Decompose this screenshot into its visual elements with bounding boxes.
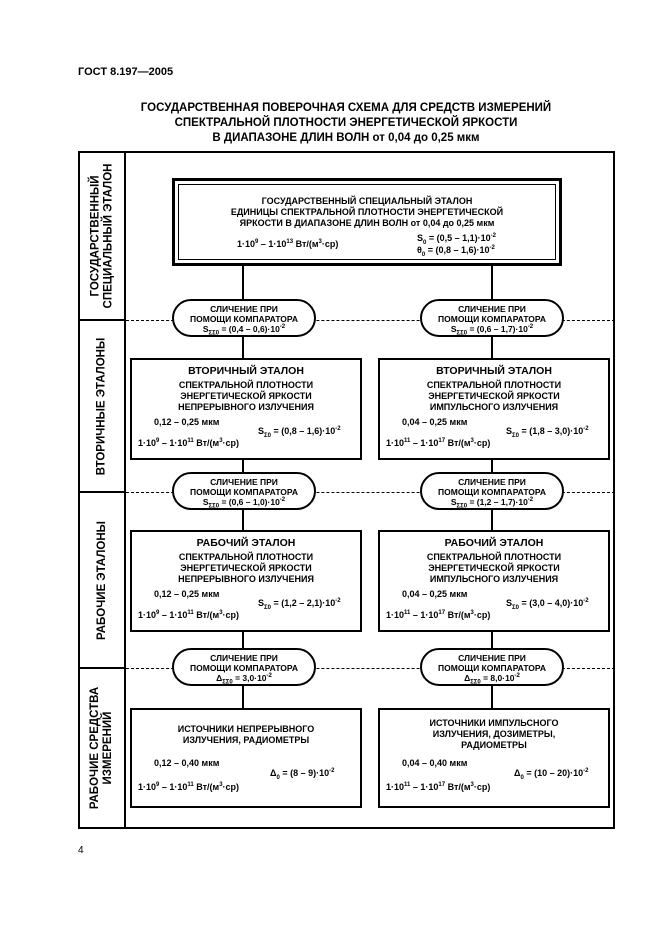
- connector-line: [491, 685, 493, 710]
- title-line-3: В ДИАПАЗОНЕ ДЛИН ВОЛН от 0,04 до 0,25 мкм: [212, 132, 480, 144]
- box-line: СПЕКТРАЛЬНОЙ ПЛОТНОСТИ: [178, 380, 314, 390]
- box-line: ИЗЛУЧЕНИЯ, ДОЗИМЕТРЫ,: [432, 729, 556, 739]
- box-line: СПЕКТРАЛЬНОЙ ПЛОТНОСТИ: [426, 380, 562, 390]
- standard-line-3: ЯРКОСТИ В ДИАПАЗОНЕ ДЛИН ВОЛН от 0,04 до 0,25 мкм: [239, 218, 495, 228]
- box-range: $1\cdot 10^{11} - 1\cdot 10^{17}$ $Вт/(м^3\cdot ср)$: [386, 438, 491, 448]
- box-line: ИСТОЧНИКИ НЕПРЕРЫВНОГО: [177, 724, 315, 734]
- box-line: ИМПУЛЬСНОГО ИЗЛУЧЕНИЯ: [429, 574, 559, 584]
- box-range: $1\cdot 10^9 - 1\cdot 10^{11}$ $Вт/(м^3\cdot ср)$: [138, 438, 240, 448]
- box-wavelength: 0,12 – 0,40 мкм: [154, 758, 220, 768]
- secondary-standard-continuous-box: [130, 358, 362, 460]
- box-range: $1\cdot 10^9 - 1\cdot 10^{11}$ $Вт/(м^3\cdot ср)$: [138, 610, 240, 620]
- instruments-continuous-box: [130, 708, 362, 808]
- box-line: ИЗЛУЧЕНИЯ, РАДИОМЕТРЫ: [182, 735, 310, 745]
- secondary-standard-pulsed-box: [378, 358, 610, 460]
- comparator-pill: СЛИЧЕНИЕ ПРИ ПОМОЩИ КОМПАРАТОРА $\Delta_{\Sigma\Sigma 0} = 8,0\cdot 10^{-2}$: [420, 648, 564, 686]
- connector-line: [491, 263, 493, 303]
- box-wavelength: 0,04 – 0,40 мкм: [402, 758, 468, 768]
- box-wavelength: 0,04 – 0,25 мкм: [402, 417, 468, 427]
- connector-line: [242, 263, 244, 303]
- document-header: ГОСТ 8.197—2005: [78, 66, 174, 78]
- box-line: РАДИОМЕТРЫ: [461, 740, 527, 750]
- standard-line-2: ЕДИНИЦЫ СПЕКТРАЛЬНОЙ ПЛОТНОСТИ ЭНЕРГЕТИЧЕСКОЙ: [230, 207, 504, 217]
- connector-line: [242, 685, 244, 710]
- working-standard-pulsed-box: [378, 530, 610, 632]
- comparator-pill: СЛИЧЕНИЕ ПРИ ПОМОЩИ КОМПАРАТОРА $S_{\Sigma\Sigma 0} = (0,4 - 0,6)\cdot 10^{-2}$: [172, 299, 316, 337]
- standard-theta-value: $\theta_0 = (0,8 - 1,6)\cdot 10^{-2}$: [417, 245, 495, 258]
- comparator-pill: СЛИЧЕНИЕ ПРИ ПОМОЩИ КОМПАРАТОРА $S_{\Sigma\Sigma 0} = (0,6 - 1,7)\cdot 10^{-2}$: [420, 299, 564, 337]
- box-line: ЭНЕРГЕТИЧЕСКОЙ ЯРКОСТИ: [180, 563, 312, 573]
- box-s-value: $S_{\Sigma 0} = (3,0 - 4,0)\cdot 10^{-2}$: [506, 598, 589, 611]
- band-label-state-standard: ГОСУДАРСТВЕННЫЙ СПЕЦИАЛЬНЫЙ ЭТАЛОН: [89, 163, 114, 309]
- box-s-value: $S_{\Sigma 0} = (1,8 - 3,0)\cdot 10^{-2}$: [506, 426, 589, 439]
- box-s-value: $S_{\Sigma 0} = (1,2 - 2,1)\cdot 10^{-2}$: [258, 598, 341, 611]
- box-s-value: $S_{\Sigma 0} = (0,8 - 1,6)\cdot 10^{-2}$: [258, 426, 341, 439]
- box-range: $1\cdot 10^{11} - 1\cdot 10^{17}$ $Вт/(м^3\cdot ср)$: [386, 610, 491, 620]
- band-label-secondary-standards: ВТОРИЧНЫЕ ЭТАЛОНЫ: [95, 337, 108, 475]
- standard-range: $1\cdot 10^9 - 1\cdot 10^{13}$ $Вт/(м^3\cdot ср)$: [237, 239, 339, 249]
- box-line: ЭНЕРГЕТИЧЕСКОЙ ЯРКОСТИ: [428, 563, 560, 573]
- box-line: ИМПУЛЬСНОГО ИЗЛУЧЕНИЯ: [429, 402, 559, 412]
- standard-line-1: ГОСУДАРСТВЕННЫЙ СПЕЦИАЛЬНЫЙ ЭТАЛОН: [261, 196, 473, 206]
- comparator-pill: СЛИЧЕНИЕ ПРИ ПОМОЩИ КОМПАРАТОРА $S_{\Sigma\Sigma 0} = (1,2 - 1,7)\cdot 10^{-2}$: [420, 472, 564, 510]
- box-line: ЭНЕРГЕТИЧЕСКОЙ ЯРКОСТИ: [428, 391, 560, 401]
- comparator-pill: СЛИЧЕНИЕ ПРИ ПОМОЩИ КОМПАРАТОРА $\Delta_{\Sigma\Sigma 0} = 3,0\cdot 10^{-2}$: [172, 648, 316, 686]
- instruments-pulsed-box: [378, 708, 610, 808]
- page-number: 4: [78, 845, 84, 856]
- band-label-measuring-instruments: РАБОЧИЕ СРЕДСТВА ИЗМЕРЕНИЙ: [89, 686, 114, 810]
- box-line: ИСТОЧНИКИ ИМПУЛЬСНОГО: [429, 718, 559, 728]
- box-wavelength: 0,12 – 0,25 мкм: [154, 417, 220, 427]
- box-wavelength: 0,04 – 0,25 мкм: [402, 589, 468, 599]
- box-title: ВТОРИЧНЫЙ ЭТАЛОН: [436, 365, 552, 377]
- box-wavelength: 0,12 – 0,25 мкм: [154, 589, 220, 599]
- standard-s-value: $S_0 = (0,5 - 1,1)\cdot 10^{-2}$: [417, 233, 496, 246]
- box-line: СПЕКТРАЛЬНОЙ ПЛОТНОСТИ: [426, 552, 562, 562]
- title-line-1: ГОСУДАРСТВЕННАЯ ПОВЕРОЧНАЯ СХЕМА ДЛЯ СРЕДСТВ ИЗМЕРЕНИЙ: [140, 102, 552, 114]
- working-standard-continuous-box: [130, 530, 362, 632]
- box-range: $1\cdot 10^9 - 1\cdot 10^{11}$ $Вт/(м^3\cdot ср)$: [138, 782, 240, 792]
- state-special-standard-box: [172, 178, 562, 266]
- box-range: $1\cdot 10^{11} - 1\cdot 10^{17}$ $Вт/(м^3\cdot ср)$: [386, 782, 491, 792]
- box-delta-value: $\Delta_0 = (8 - 9)\cdot 10^{-2}$: [270, 768, 335, 781]
- box-line: ЭНЕРГЕТИЧЕСКОЙ ЯРКОСТИ: [180, 391, 312, 401]
- title-line-2: СПЕКТРАЛЬНОЙ ПЛОТНОСТИ ЭНЕРГЕТИЧЕСКОЙ ЯРКОСТИ: [174, 117, 518, 129]
- box-line: НЕПРЕРЫВНОГО ИЗЛУЧЕНИЯ: [178, 402, 314, 412]
- band-label-working-standards: РАБОЧИЕ ЭТАЛОНЫ: [95, 520, 108, 640]
- box-title: РАБОЧИЙ ЭТАЛОН: [444, 537, 544, 549]
- box-title: РАБОЧИЙ ЭТАЛОН: [196, 537, 296, 549]
- box-delta-value: $\Delta_0 = (10 - 20)\cdot 10^{-2}$: [514, 768, 589, 781]
- box-title: ВТОРИЧНЫЙ ЭТАЛОН: [188, 365, 304, 377]
- box-line: СПЕКТРАЛЬНОЙ ПЛОТНОСТИ: [178, 552, 314, 562]
- box-line: НЕПРЕРЫВНОГО ИЗЛУЧЕНИЯ: [178, 574, 314, 584]
- comparator-pill: СЛИЧЕНИЕ ПРИ ПОМОЩИ КОМПАРАТОРА $S_{\Sigma\Sigma 0} = (0,6 - 1,0)\cdot 10^{-2}$: [172, 472, 316, 510]
